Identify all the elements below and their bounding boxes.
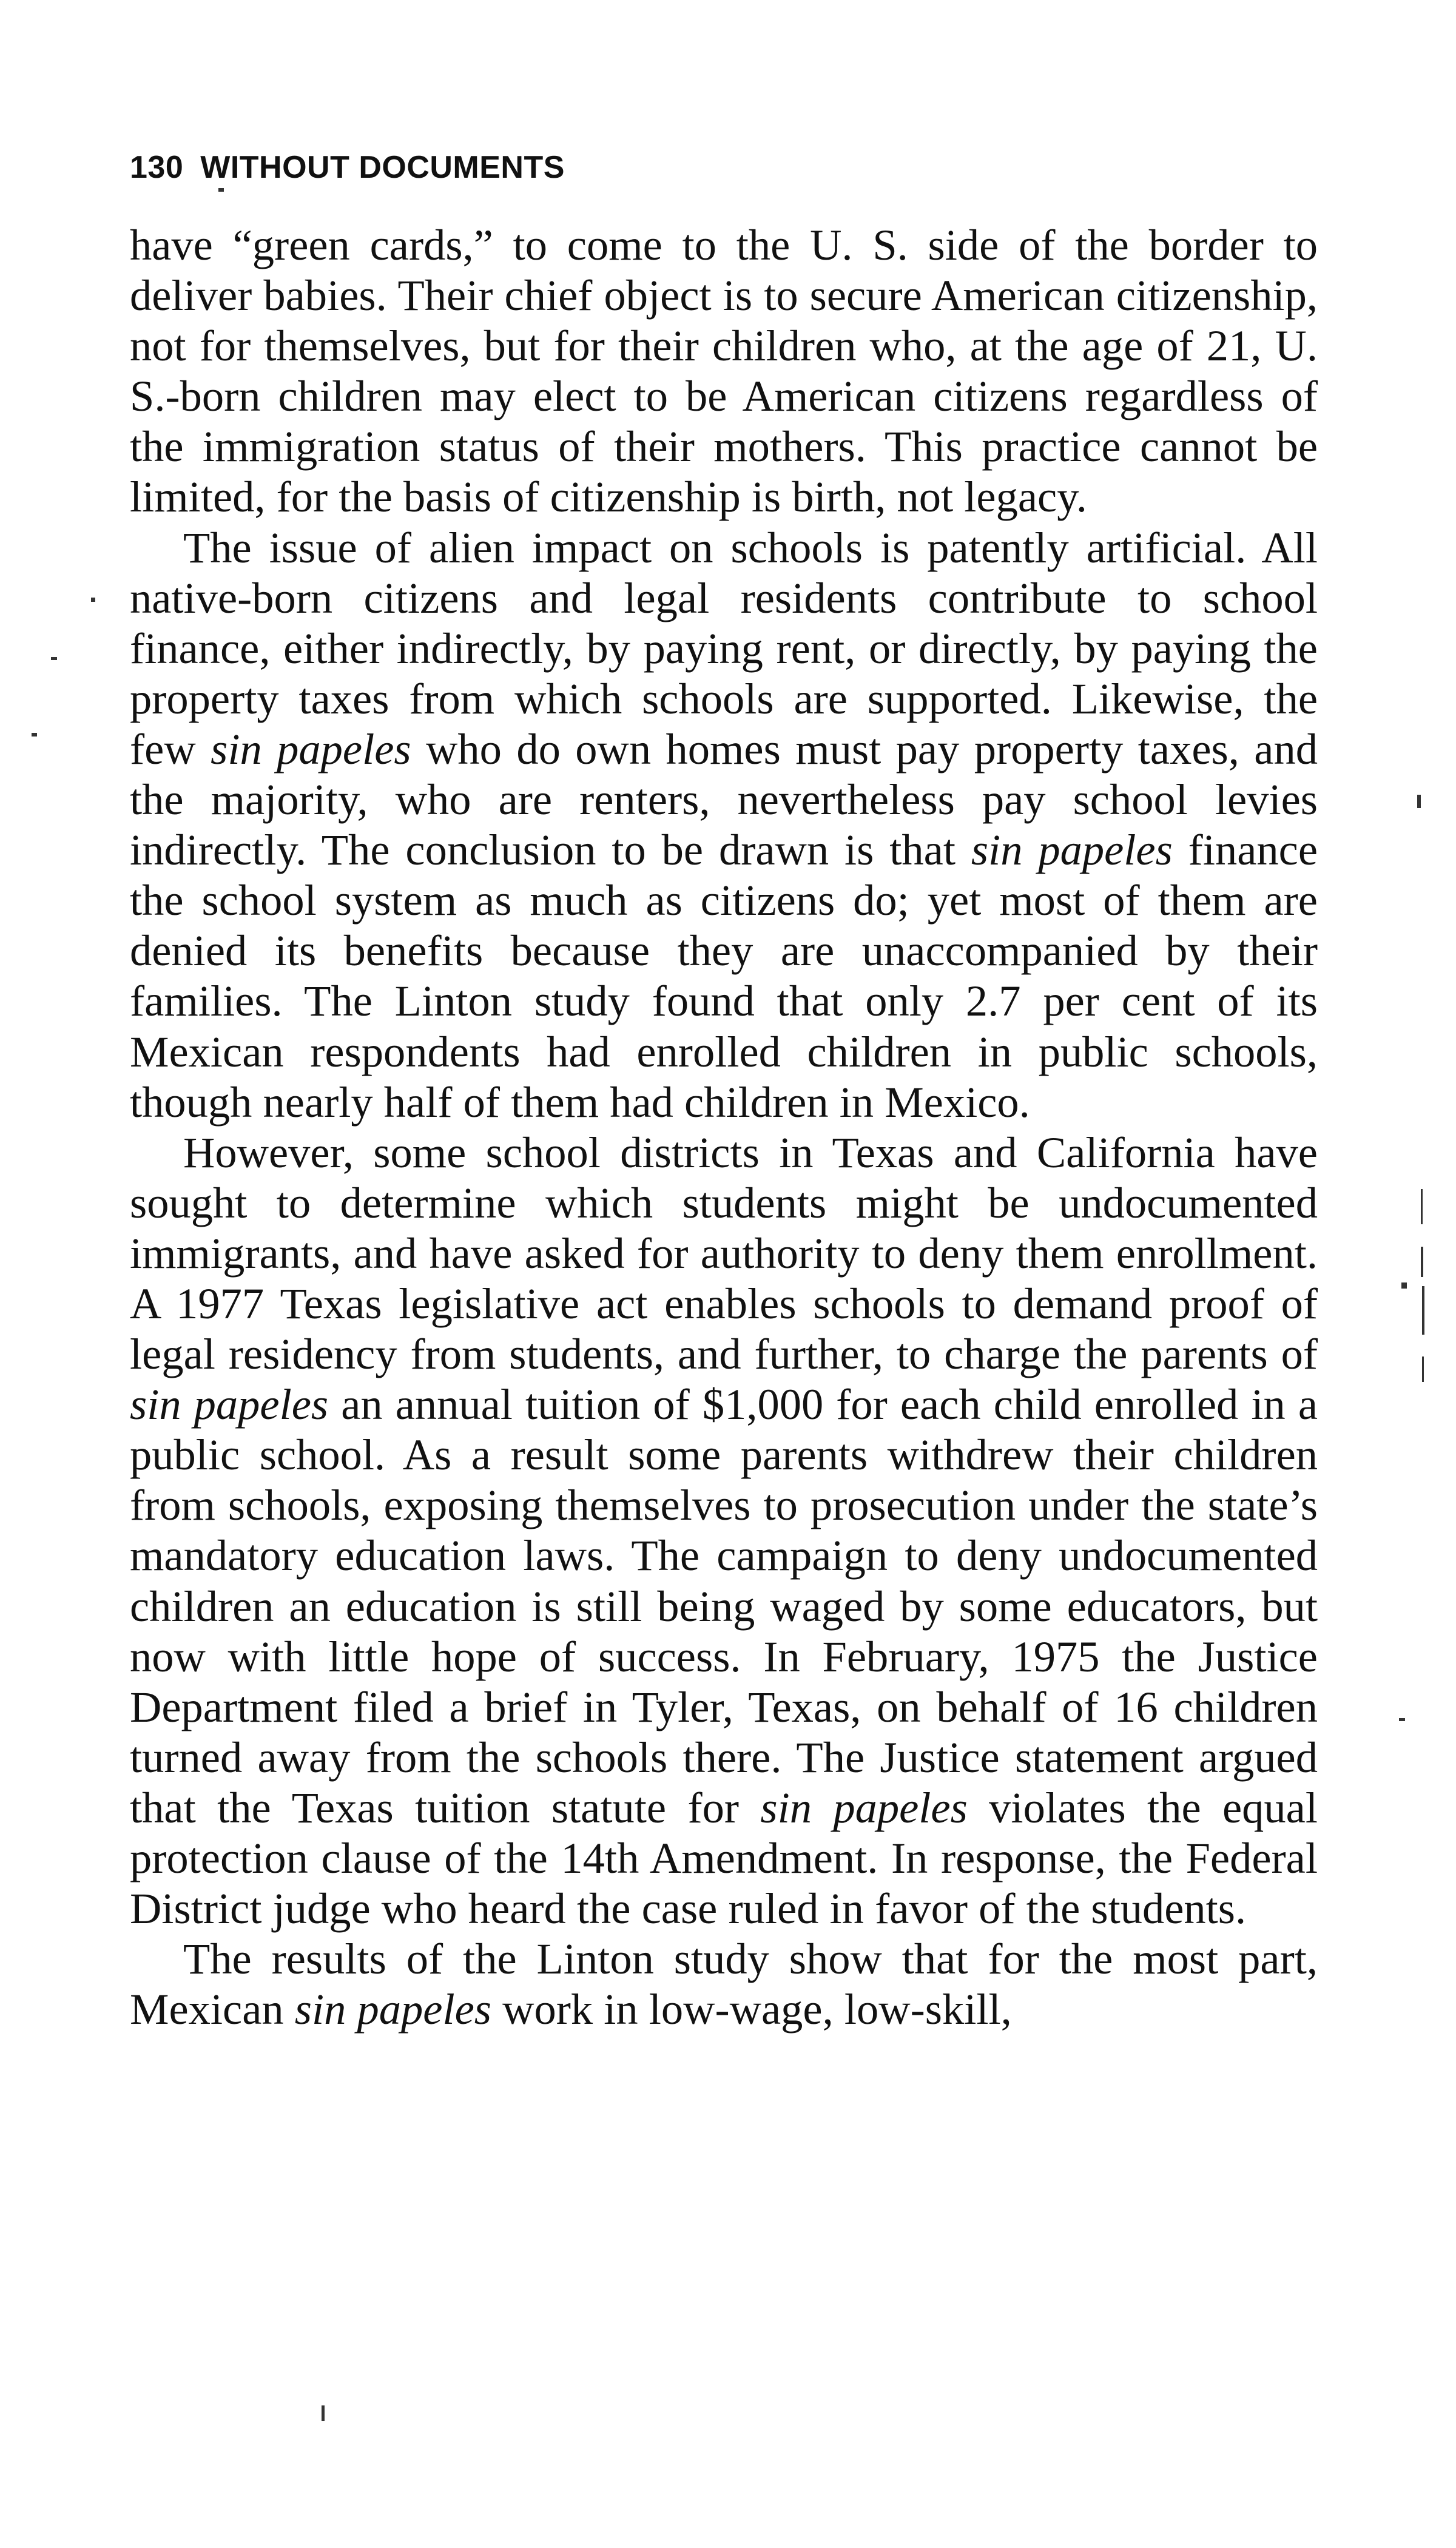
italic-term: sin papeles [294,1984,491,2034]
running-header [130,149,565,186]
text-run: However, some school districts in Texas and California have sought to determine which students might be undocumented immigrants, and have asked for authority to deny them enrollment. A 1977 Texas legislative act enables schools to demand proof of legal residency from students, and further, to charge the parents of [130,1127,1318,1379]
italic-term: sin papeles [211,724,411,774]
scan-speck [32,733,37,736]
running-title: WITHOUT DOCUMENTS [200,150,565,185]
scan-speck [322,2405,325,2421]
text-run: The issue of alien impact on schools is patently artificial. All native-born citizens and legal residents contribute to school finance, either indirectly, by paying rent, or directly, by paying the property taxes from which schools are supported. Likewise, the few [130,522,1318,774]
text-run: work in low-wage, low-skill, [491,1984,1012,2034]
margin-rule [1421,1247,1423,1277]
paragraph-p2 [130,522,1318,1127]
scan-speck [218,188,224,192]
italic-term: sin papeles [760,1782,968,1832]
text-run: an annual tuition of $1,000 for each child enrolled in a public school. As a result some parents withdrew their children from schools, exposing themselves to prosecution under the state’s mandatory education laws. The campaign to deny undocumented children an education is still being waged by some educators, but now with little hope of success. In February, 1975 the Justice Department filed a brief in Tyler, Texas, on behalf of 16 children turned away from the schools there. The Justice statement argued that the Texas tuition statute for [130,1380,1318,1832]
paragraph-p3 [130,1127,1318,1934]
scan-speck [51,657,57,660]
margin-rule [1422,1286,1424,1335]
scan-speck [1399,1718,1405,1721]
paragraph-p1 [130,220,1318,522]
scan-speck [1417,795,1421,808]
text-run: violates the equal protection clause of the 14th Amendment. In response, the Federal District judge who heard the case ruled in favor of the students. [130,1782,1318,1933]
page-number: 130 [130,150,184,185]
paragraph-p4 [130,1933,1318,2034]
scan-speck [1401,1282,1407,1289]
text-run: who do own homes must pay property taxes, and the majority, who are renters, nevertheless pay school levies indirectly. The conclusion to be drawn is that [130,724,1318,875]
text-run: finance the school system as much as citizens do; yet most of them are denied its benefits because they are unaccompanied by their families. The Linton study found that only 2.7 per cent of its Mexican respondents had enrolled children in public schools, though nearly half of them had children in Mexico. [130,825,1318,1127]
text-run: have “green cards,” to come to the U. S. side of the border to deliver babies. Their chief object is to secure American citizenship, not for themselves, but for their children who, at the age of 21, U. S.-born children may elect to be American citizens regardless of the immigration status of their mothers. This practice cannot be limited, for the basis of citizenship is birth, not legacy. [130,220,1318,522]
text-run: The results of the Linton study show that for the most part, Mexican [130,1934,1318,2034]
scan-speck [91,598,95,602]
body-text [130,220,1318,2034]
italic-term: sin papeles [971,825,1173,875]
margin-rule [1421,1189,1423,1224]
italic-term: sin papeles [130,1380,329,1429]
margin-rule [1422,1357,1424,1382]
